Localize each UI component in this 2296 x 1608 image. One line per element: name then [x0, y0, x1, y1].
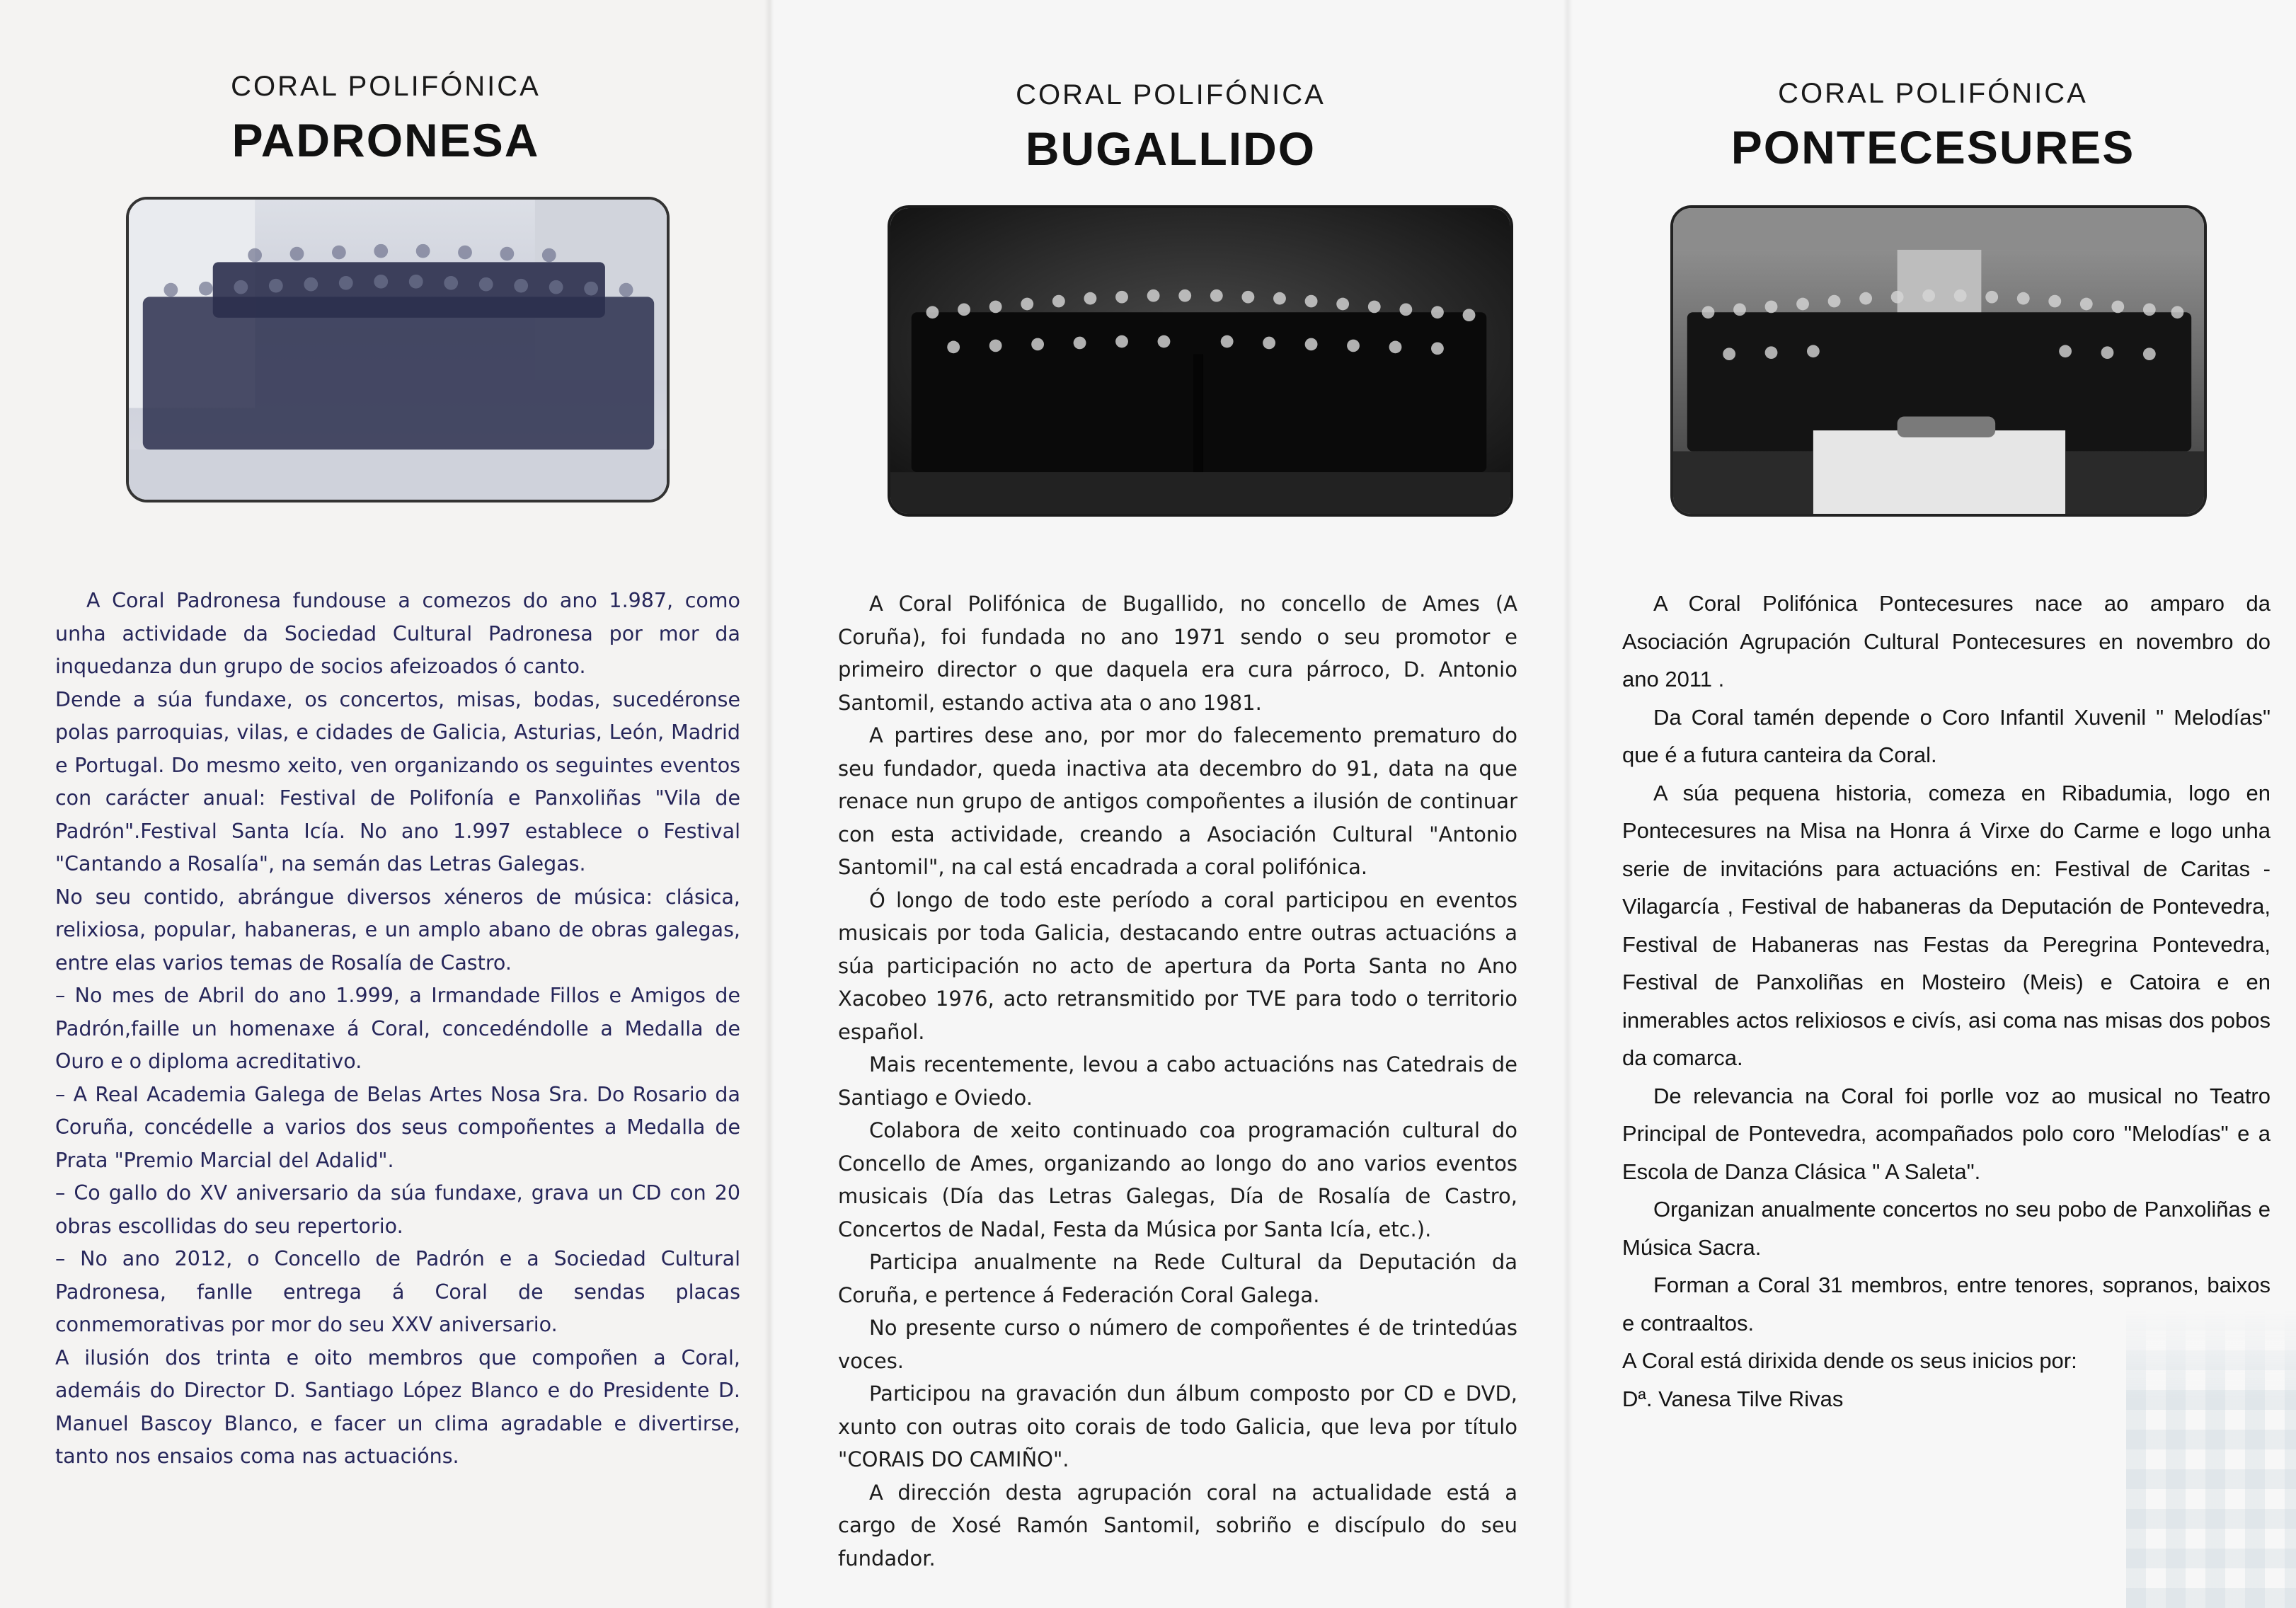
paragraph: Participou na gravación dun álbum composto por CD e DVD, xunto con outras oito corais de todo Galicia, que leva por título "CORAIS DO CAMIÑO".	[838, 1382, 1517, 1471]
paragraph: Ó longo de todo este período a coral participou en eventos musicais por toda Galicia, destacando entre outras actuacións a súa participación no acto de apertura da Porta Santa no Ano Xacobeo 1976, acto retransmitido por TVE para todo o territorio español.	[838, 888, 1517, 1044]
panel-title: BUGALLIDO	[1025, 122, 1316, 175]
paragraph: Da Coral tamén depende o Coro Infantil Xuvenil " Melodías" que é a futura canteira da Coral.	[1622, 704, 2271, 767]
paragraph: – Co gallo do XV aniversario da súa fundaxe, grava un CD con 20 obras escollidas do seu repertorio.	[55, 1181, 740, 1238]
paragraph: De relevancia na Coral foi porlle voz ao musical no Teatro Principal de Pontevedra, acompañados polo coro "Melodías" e a Escola de Danza Clásica " A Saleta".	[1622, 1083, 2271, 1184]
panel-body	[55, 585, 740, 1474]
paragraph: – No mes de Abril do ano 1.999, a Irmandade Fillos e Amigos de Padrón,faille un homenaxe á Coral, concedéndolle a Medalla de Ouro e o diploma acreditativo.	[55, 984, 740, 1073]
decorative-pattern	[2126, 1311, 2296, 1608]
paragraph: A Coral Padronesa fundouse a comezos do ano 1.987, como unha actividade da Sociedad Cultural Padronesa por mor da inquedanza dun grupo de socios afeizoados ó canto.	[55, 589, 740, 678]
paragraph: A dirección desta agrupación coral na actualidade está a cargo de Xosé Ramón Santomil, sobriño e discípulo do seu fundador.	[838, 1480, 1517, 1570]
panel-subtitle: CORAL POLIFÓNICA	[1778, 78, 2088, 109]
paragraph: A Coral Polifónica de Bugallido, no concello de Ames (A Coruña), foi fundada no ano 1971 sendo o seu promotor e primeiro director o que daquela era cura párroco, D. Antonio Santomil, estando activa ata o ano 1981.	[838, 592, 1517, 715]
paragraph: Forman a Coral 31 membros, entre tenores, sopranos, baixos e contraaltos.	[1622, 1273, 2271, 1336]
panel-padronesa	[0, 0, 771, 1608]
panel-title: PONTECESURES	[1730, 121, 2135, 173]
paragraph: A súa pequena historia, comeza en Ribadumia, logo en Pontecesures na Misa na Honra á Virxe do Carme e logo unha serie de invitacións para actuacións en: Festival de Caritas - Vilagarcía , Festival de habaneras da Deputación de Pontevedra, Festival de Habaneras nas Festas da Peregrina Pontevedra, Festival de Panxoliñas en Mosteiro (Meis) e Catoira e en inmerables actos relixiosos e civís, asi coma nas misas dos pobos da comarca.	[1622, 780, 2271, 1070]
paragraph: – A Real Academia Galega de Belas Artes Nosa Sra. Do Rosario da Coruña, concédelle a varios dos seus compoñentes a Medalla de Prata "Premio Marcial del Adalid".	[55, 1082, 740, 1172]
choir-photo-bugallido	[888, 205, 1513, 517]
paragraph: No presente curso o número de compoñentes é de trintedúas voces.	[838, 1316, 1517, 1373]
panel-subtitle: CORAL POLIFÓNICA	[1016, 79, 1326, 110]
paragraph: Participa anualmente na Rede Cultural da Deputación da Coruña, e pertence á Federación Coral Galega.	[838, 1250, 1517, 1307]
paragraph: A Coral Polifónica Pontecesures nace ao amparo da Asociación Agrupación Cultural Pontecesures en novembro do ano 2011 .	[1622, 591, 2271, 691]
panel-body	[1622, 585, 2271, 1418]
paragraph: Organizan anualmente concertos no seu pobo de Panxoliñas e Música Sacra.	[1622, 1197, 2271, 1260]
panel-body	[838, 587, 1517, 1575]
panel-subtitle: CORAL POLIFÓNICA	[231, 71, 541, 102]
choir-photo-pontecesures	[1670, 205, 2207, 517]
panel-pontecesures	[1570, 0, 2296, 1608]
paragraph: A partires dese ano, por mor do falecemento prematuro do seu fundador, queda inactiva ata decembro do 91, data na que renace nun grupo de antigos compoñentes a ilusión de continuar con esta actividade, creando a Asociación Cultural "Antonio Santomil", na cal está encadrada a coral polifónica.	[838, 723, 1517, 879]
paragraph: A ilusión dos trinta e oito membros que compoñen a Coral, ademáis do Director D. Santiago López Blanco e do Presidente D. Manuel Bascoy Blanco, e facer un clima agradable e divertirse, tanto nos ensaios coma nas actuacións.	[55, 1345, 740, 1468]
paragraph: Dª. Vanesa Tilve Rivas	[1622, 1386, 1844, 1411]
panel-title: PADRONESA	[231, 114, 540, 166]
paragraph: Dende a súa fundaxe, os concertos, misas, bodas, sucedéronse polas parroquias, vilas, e cidades de Galicia, Asturias, León, Madrid e Portugal. Do mesmo xeito, ven organizando os seguintes eventos con carácter anual: Festival de Polifonía e Panxoliñas "Vila de Padrón".Festival Santa Icía. No ano 1.997 establece o Festival "Cantando a Rosalía", na semán das Letras Galegas.	[55, 687, 740, 875]
paragraph: A Coral está dirixida dende os seus inicios por:	[1622, 1348, 2077, 1373]
page-fold	[764, 0, 774, 1608]
paragraph: No seu contido, abrángue diversos xéneros de música: clásica, relixiosa, popular, habaneras, e un amplo abano de obras galegas, entre elas varios temas de Rosalía de Castro.	[55, 885, 740, 975]
paragraph: Mais recentemente, levou a cabo actuacións nas Catedrais de Santiago e Oviedo.	[838, 1052, 1517, 1110]
page-fold	[1563, 0, 1573, 1608]
choir-photo-padronesa	[126, 197, 670, 502]
paragraph: – No ano 2012, o Concello de Padrón e a Sociedad Cultural Padronesa, fanlle entrega á Coral de sendas placas conmemorativas por mor do seu XXV aniversario.	[55, 1247, 740, 1336]
panel-bugallido	[771, 0, 1570, 1608]
paragraph: Colabora de xeito continuado coa programación cultural do Concello de Ames, organizando ao longo do ano varios eventos musicais (Día das Letras Galegas, Día de Rosalía de Castro, Concertos de Nadal, Festa da Música por Santa Icía, etc.).	[838, 1118, 1517, 1241]
